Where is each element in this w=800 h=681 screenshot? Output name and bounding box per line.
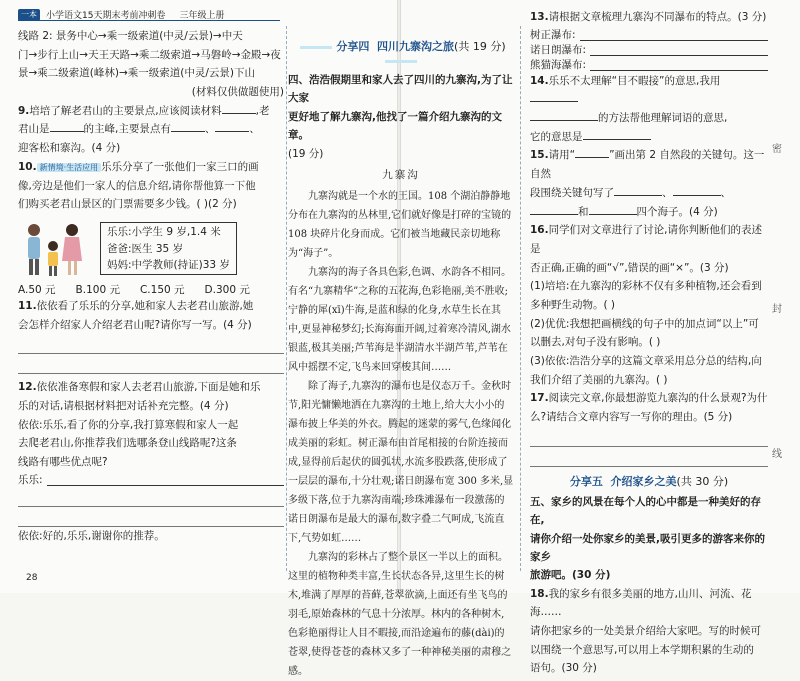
answer-line[interactable] — [47, 473, 284, 486]
left-column — [18, 8, 284, 545]
brand-logo: 一本 — [18, 9, 40, 21]
option-d[interactable]: D.300 元 — [204, 283, 250, 296]
question-12: 12.依依准备寒假和家人去老君山旅游,下面是她和乐 — [18, 381, 261, 394]
paragraph: 九寨沟就是一个水的王国。108 个湖泊静静地分布在九寨沟的丛林里,它们就好像是打碎的宝镜的 108 块碎片化身而成。它们被当地藏民亲切地称为“海子”。 — [288, 190, 512, 259]
question-10-cont: 们购买老君山景区的门票需要多少钱。( )(2 分) — [18, 198, 237, 211]
question-14-cont: 它的意思是 — [530, 128, 768, 147]
seal-mark: 密 — [772, 144, 782, 155]
answer-line[interactable] — [590, 43, 768, 56]
judgement-item[interactable]: (1)培培:在九寨沟的彩林不仅有多种植物,还会看到多种野生动物。( ) — [530, 280, 762, 311]
answer-blank[interactable] — [583, 129, 651, 140]
intro-line: 线路 2: 景务中心→乘一级索道(中灵/云景)→中天 — [18, 30, 243, 42]
family-illustration-icon — [18, 218, 90, 280]
question-16: 16.同学们对文章进行了讨论,请你判断他们的表述是 — [530, 224, 762, 255]
grade-label: 三年级上册 — [179, 11, 225, 21]
answer-blank[interactable] — [673, 185, 721, 196]
question-14: 14.乐乐不太理解“目不暇接”的意思,我用 — [530, 72, 768, 109]
answer-line[interactable] — [590, 58, 768, 71]
option-b[interactable]: B.100 元 — [75, 283, 120, 296]
task-line: 请你介绍一处你家乡的美景,吸引更多的游客来你的家乡 — [530, 532, 765, 563]
task-line: 五、家乡的风景在每个人的心中都是一种美好的存在, — [530, 495, 761, 527]
dialog-line: 去爬老君山,你推荐我们选哪条登山线路呢?这条 — [18, 437, 237, 450]
question-10: 10. 新情境·生活应用 乐乐分享了一张他们一家三口的画 — [18, 160, 259, 173]
waterfall-row: 树正瀑布: — [530, 27, 768, 42]
paragraph: 除了海子,九寨沟的瀑布也是仪态万千。金秋时节,阳光慵懒地洒在九寨沟的土地上,给大大小小的瀑布披上华美的外衣。腾起的迷蒙的雾气,色缘闻化成美丽的彩虹。树正瀑布由首尾相接的台阶连接而成,显得前后起伏的圆弧状,水流多股跌落,使形成了一层层的瀑布,十分壮观;诺日朗瀑布宽 300 多米,显多级下落,位于九寨沟南端;珍珠滩瀑布一段激荡的诺日朗瀑布是最大的瀑布,数字叠二气呵成,飞流直下,气势如虹…… — [288, 380, 514, 544]
question-15-cont: 和 四个海子。(4 分) — [530, 203, 768, 222]
answer-row: 乐乐: — [18, 472, 284, 487]
dialog-line: 依依:好的,乐乐,谢谢你的推荐。 — [18, 529, 165, 542]
question-11: 11.依依看了乐乐的分享,她和家人去老君山旅游,她 — [18, 299, 254, 312]
writing-line[interactable] — [18, 334, 284, 354]
question-17: 17.阅读完文章,你最想游览九寨沟的什么景观?为什 — [530, 392, 768, 405]
line-symbol — [575, 147, 609, 158]
question-9: 9.培培了解老君山的主要景点,应该阅读材料 ,老 — [18, 104, 270, 117]
context-tag: 新情境·生活应用 — [37, 163, 102, 172]
writing-line[interactable] — [530, 447, 768, 467]
answer-blank[interactable] — [530, 110, 598, 121]
question-9-cont: 迎客松和寨沟。(4 分) — [18, 142, 121, 155]
task-line: 四、浩浩假期里和家人去了四川的九寨沟,为了让大家 — [288, 74, 513, 105]
question-17-cont: 么?请结合文章内容写一写你的理由。(5 分) — [530, 411, 733, 424]
section-five-title: 分享五 介绍家乡之美(共 30 分) — [569, 474, 729, 488]
paragraph: 九寨沟的海子各具色彩,色调、水韵各不相同。有名“九寨精华”之称的五花海,色彩艳丽,美不胜收;宁静的犀(xī)牛海,是蓝和绿的化身,水草生长在其中,更显神秘梦幻;长海海面开阔,过着寒冷清风,湖水银蓝,极其美丽;芦苇海是半湖清水半湖芦苇,芦苇在风中摇摆不定,飞鸟来回穿梭其间…… — [288, 266, 512, 373]
passage — [288, 187, 514, 681]
answer-options — [18, 282, 284, 297]
info-line: 爸爸:医生 35 岁 — [107, 242, 184, 255]
family-info — [18, 218, 284, 280]
writing-line[interactable] — [18, 507, 284, 527]
page-number: 28 — [26, 573, 38, 583]
answer-blank[interactable] — [589, 204, 637, 215]
info-line: 妈妈:中学教师(持证)33 岁 — [107, 259, 230, 271]
writing-line[interactable] — [530, 427, 768, 447]
answer-blank[interactable] — [50, 121, 84, 132]
writing-line[interactable] — [18, 487, 284, 507]
dialog-line: 线路有哪些优点呢? — [18, 456, 108, 468]
question-18-cont: 语句。(30 分) — [530, 662, 597, 675]
task-line: 更好地了解九寨沟,他找了一篇介绍九寨沟的文章。 — [288, 110, 502, 142]
intro-note: (材料仅供做题使用) — [191, 86, 284, 99]
answer-blank[interactable] — [614, 185, 662, 196]
answer-blank[interactable] — [530, 91, 578, 102]
question-12-cont: 乐的对话,请根据材料把对话补充完整。(4 分) — [18, 399, 229, 412]
question-16-cont: 否正确,正确的画“√”,错误的画“×”。(3 分) — [530, 261, 729, 274]
question-15: 15.请用“ ”画出第 2 自然段的关键句。这一自然 — [530, 149, 765, 181]
seal-mark: 线 — [772, 449, 782, 460]
judgement-item[interactable]: (3)依依:浩浩分享的这篇文章采用总分总的结构,向我们介绍了美丽的九寨沟。( ) — [530, 355, 762, 386]
task-line: (19 分) — [288, 147, 324, 160]
answer-line[interactable] — [580, 28, 768, 41]
option-c[interactable]: C.150 元 — [139, 283, 185, 296]
waterfall-row: 诺日朗瀑布: — [530, 42, 768, 57]
waterfall-row: 熊猫海瀑布: — [530, 57, 768, 72]
answer-blank[interactable] — [171, 121, 205, 132]
section-four-title: 分享四 四川九寨沟之旅(共 19 分) — [288, 38, 514, 67]
info-line: 乐乐:小学生 9 岁,1.4 米 — [107, 226, 221, 239]
judgement-item[interactable]: (2)优优:我想把画横线的句子中的加点词“以上”可以删去,对句子没有影响。( ) — [530, 317, 759, 349]
question-11-cont: 会怎样介绍家人介绍老君山呢?请你写一写。(4 分) — [18, 318, 252, 331]
right-column — [530, 8, 768, 678]
task-line: 旅游吧。(30 分) — [530, 569, 611, 582]
question-10-cont: 像,旁边是他们一家人的信息介绍,请你帮他算一下他 — [18, 179, 256, 192]
column-divider — [286, 26, 287, 571]
writing-line[interactable] — [18, 354, 284, 374]
paragraph: 九寨沟的彩林占了整个景区一半以上的面积。这里的植物种类丰富,生长状态各异,这里生长的树木,堆满了厚厚的苔藓,苍翠欲滴,上面还有坐飞鸟的羽毛,原始森林的气息十分浓厚。林内的各种树木,色彩艳丽得让人目不暇接,而沿途遍布的藤(dài)的苍翠,使得苍苍的森林又多了一种神秘美丽的肃穆之感。 — [288, 551, 512, 677]
intro-line: 景→乘二级索道(峰林)→乘一级索道(中灵/云景)下山 — [18, 67, 256, 80]
option-a[interactable]: A.50 元 — [18, 283, 56, 296]
answer-blank[interactable] — [222, 103, 256, 114]
book-title: 小学语文15天期末考前冲刺卷 — [46, 11, 166, 21]
page-header — [18, 8, 284, 21]
dialog-line: 依依:乐乐,看了你的分享,我打算寒假和家人一起 — [18, 418, 239, 431]
question-15-cont: 段围绕关键句写了 、 、 — [530, 186, 731, 199]
column-divider — [520, 26, 521, 571]
question-18: 18.我的家乡有很多美丽的地方,山川、河流、花海…… — [530, 587, 752, 619]
answer-blank[interactable] — [530, 204, 578, 215]
question-18-cont: 以围绕一个意思写,可以用上本学期积累的生动的 — [530, 643, 754, 656]
question-13: 13.请根据文章梳理九寨沟不同瀑布的特点。(3 分) — [530, 11, 767, 23]
question-9-cont: 君山是 的主峰,主要景点有 、 、 — [18, 123, 260, 136]
seal-mark: 封 — [772, 304, 782, 315]
intro-line: 门→步行上山→天王天路→乘二级索道→马磐岭→金殿→夜 — [18, 48, 281, 61]
answer-blank[interactable] — [215, 121, 249, 132]
middle-column — [288, 8, 514, 681]
passage-title: 九寨沟 — [382, 169, 420, 182]
info-box — [100, 222, 237, 275]
question-14-cont: 的方法帮他理解词语的意思, — [530, 109, 768, 128]
question-18-cont: 请你把家乡的一处美景介绍给大家吧。写的时候可 — [530, 625, 761, 637]
